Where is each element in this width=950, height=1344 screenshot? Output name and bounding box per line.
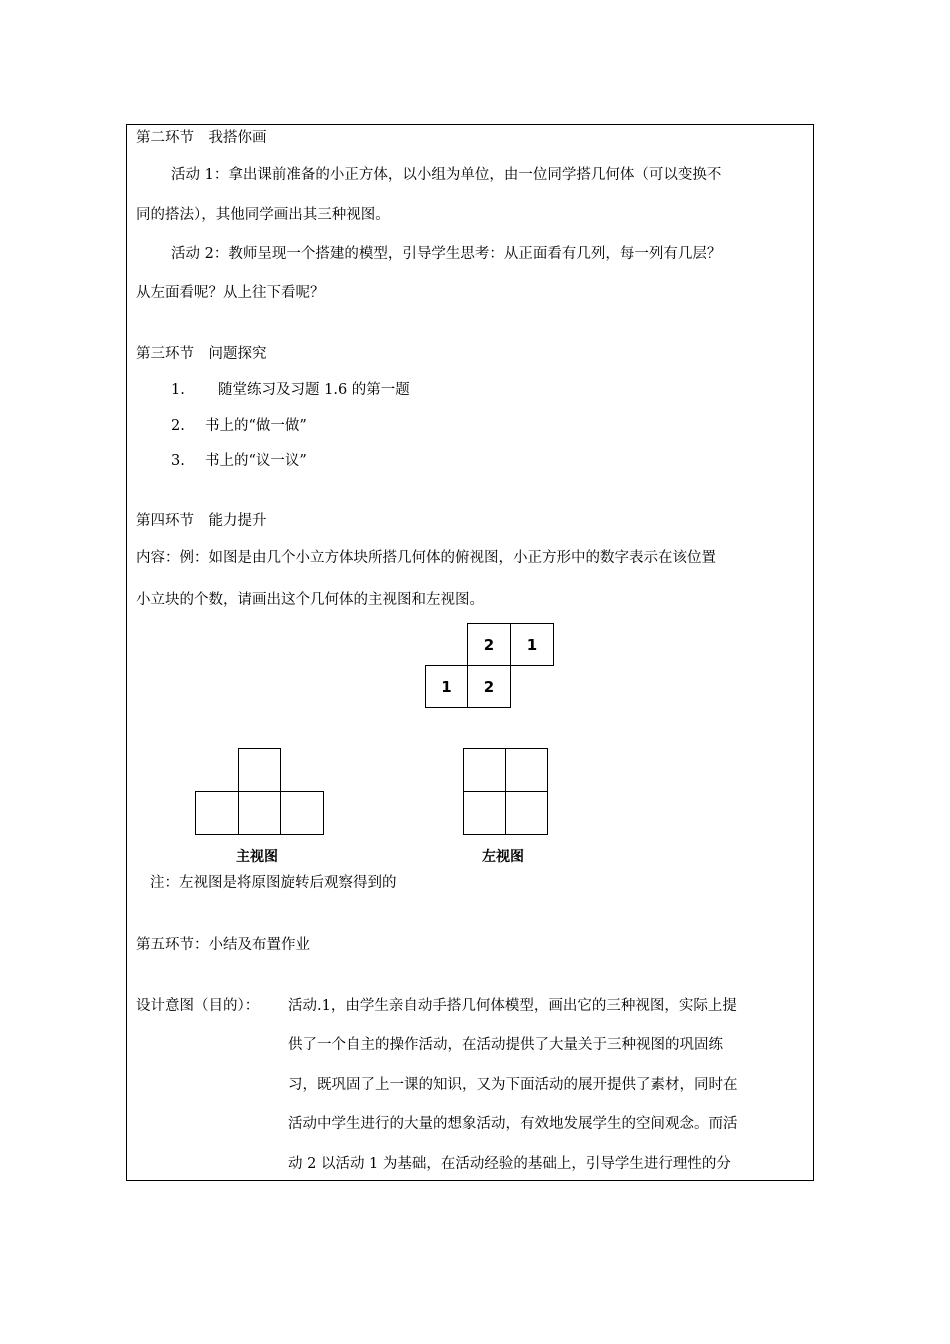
- list-item: 随堂练习及习题 1.6 的第一题: [218, 382, 410, 398]
- design-line5: 动 2 以活动 1 为基础，在活动经验的基础上，引导学生进行理性的分: [288, 1156, 731, 1172]
- activity1-line1: 活动 1：拿出课前准备的小正方体，以小组为单位，由一位同学搭几何体（可以变换不: [171, 167, 722, 183]
- design-line4: 活动中学生进行的大量的想象活动，有效地发展学生的空间观念。而活: [288, 1116, 738, 1132]
- front-view-caption: 主视图: [236, 849, 278, 865]
- view-cell: [505, 791, 548, 835]
- grid-cell: 1: [510, 623, 554, 666]
- grid-cell: 2: [467, 665, 511, 708]
- section5-heading: 第五环节：小结及布置作业: [136, 937, 310, 953]
- grid-cell: 2: [467, 623, 511, 666]
- view-cell: [505, 748, 548, 792]
- list-item-number: 1.: [171, 382, 185, 398]
- design-line3: 习，既巩固了上一课的知识，又为下面活动的展开提供了素材，同时在: [288, 1077, 738, 1093]
- section2-heading: 第二环节 我搭你画: [136, 130, 267, 146]
- design-label: 设计意图（目的）：: [136, 998, 260, 1014]
- activity1-line2: 同的搭法），其他同学画出其三种视图。: [136, 207, 390, 223]
- section4-content-line2: 小立块的个数，请画出这个几何体的主视图和左视图。: [136, 592, 484, 608]
- section4-content-line1: 内容：例：如图是由几个小立方体块所搭几何体的俯视图，小正方形中的数字表示在该位置: [136, 550, 716, 566]
- list-item-number: 2.: [171, 418, 185, 434]
- list-item: 书上的“做一做”: [205, 418, 307, 434]
- section4-heading: 第四环节 能力提升: [136, 513, 267, 529]
- design-line2: 供了一个自主的操作活动，在活动提供了大量关于三种视图的巩固练: [288, 1037, 723, 1053]
- grid-cell: 1: [425, 665, 468, 708]
- activity2-line2: 从左面看呢？从上往下看呢？: [136, 285, 325, 301]
- activity2-line1: 活动 2：教师呈现一个搭建的模型，引导学生思考：从正面看有几列，每一列有几层？: [171, 246, 722, 262]
- view-cell: [463, 748, 506, 792]
- view-cell: [280, 791, 324, 835]
- view-cell: [463, 791, 506, 835]
- section3-heading: 第三环节 问题探究: [136, 346, 267, 362]
- list-item-number: 3.: [171, 453, 185, 469]
- view-cell: [238, 791, 281, 835]
- left-view-caption: 左视图: [482, 849, 524, 865]
- left-view-note: 注：左视图是将原图旋转后观察得到的: [150, 875, 397, 891]
- view-cell: [238, 748, 281, 792]
- list-item: 书上的“议一议”: [205, 453, 307, 469]
- view-cell: [195, 791, 239, 835]
- design-line1: 活动.1，由学生亲自动手搭几何体模型，画出它的三种视图，实际上提: [288, 998, 737, 1014]
